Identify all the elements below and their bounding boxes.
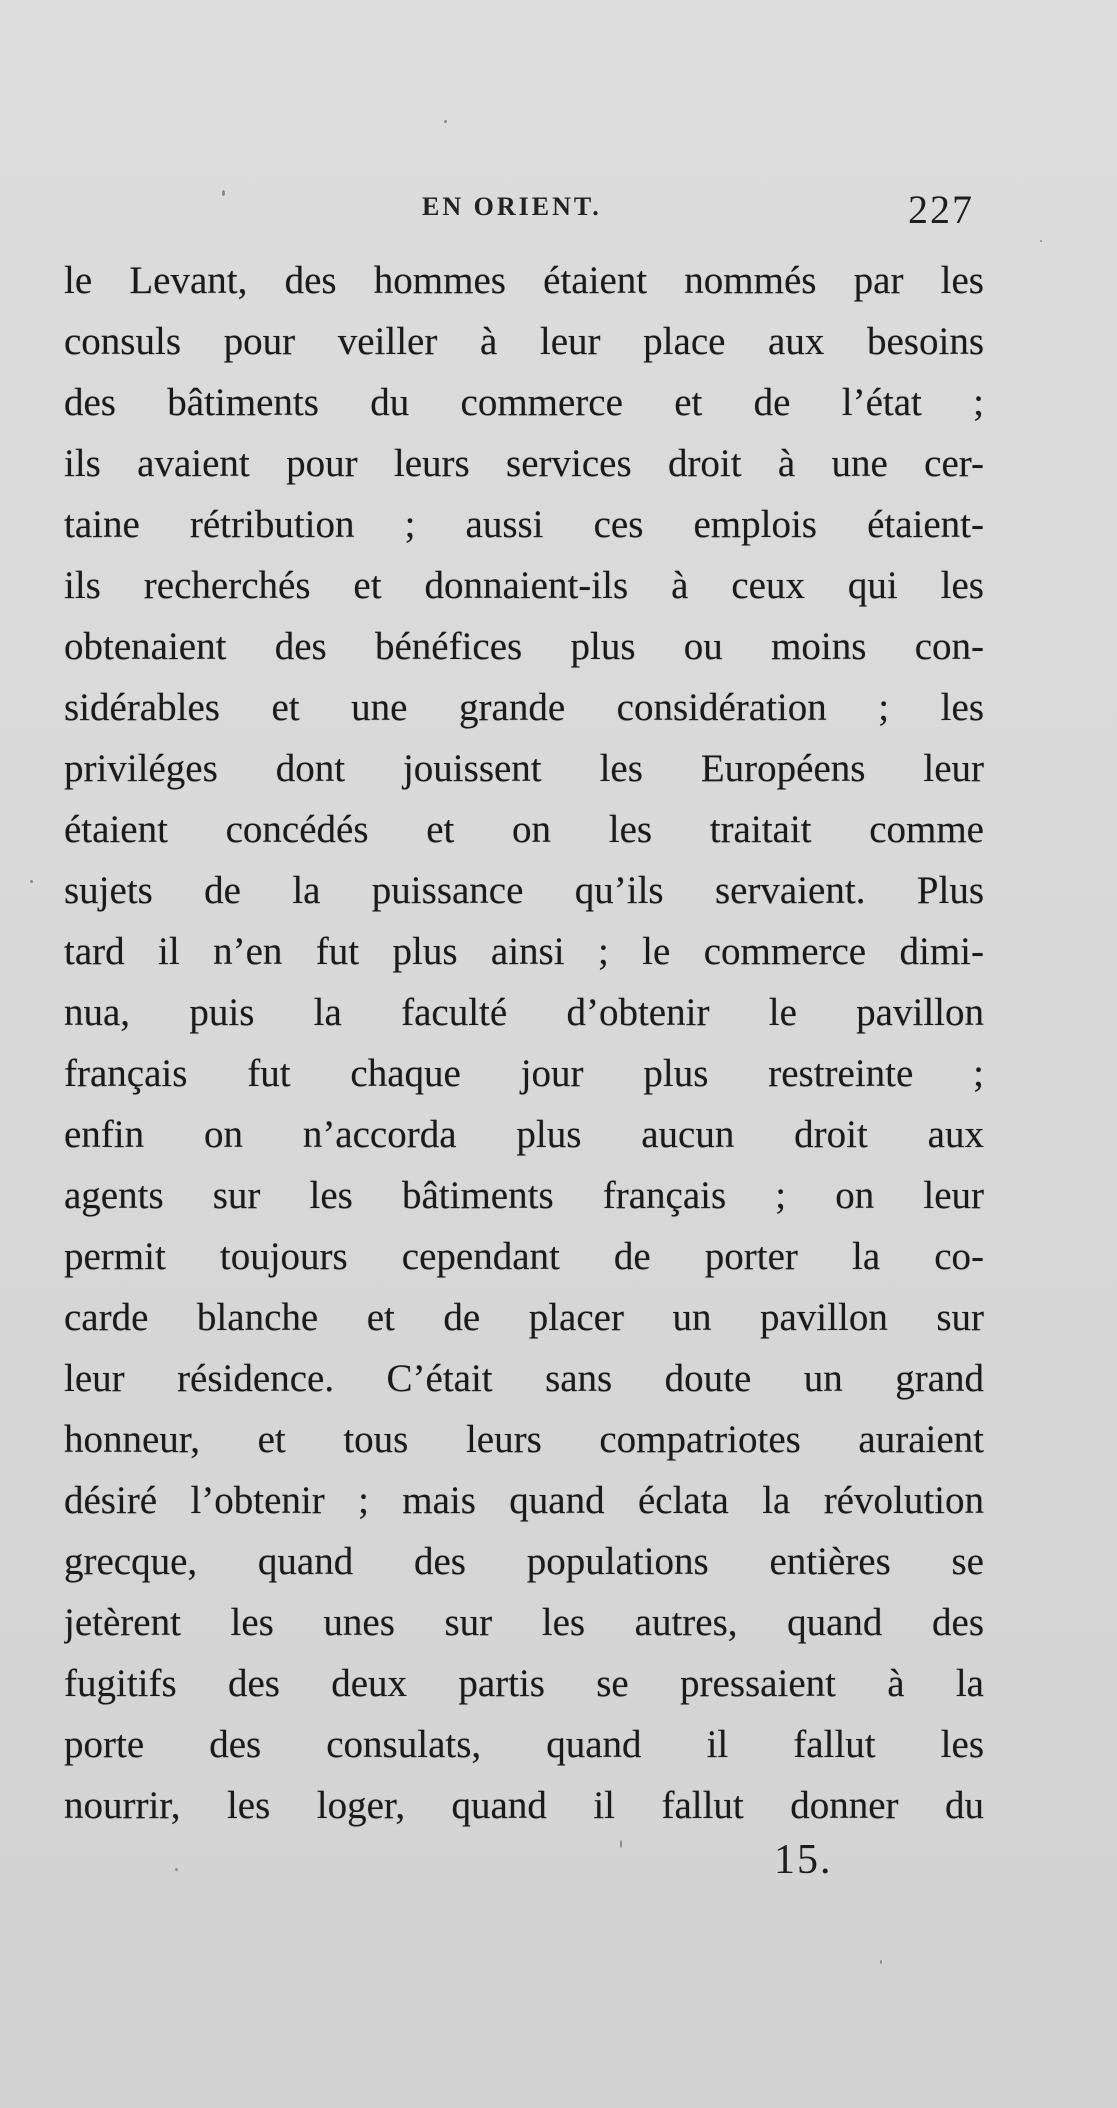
- text-line: sujets de la puissance qu’ils servaient. Plus: [64, 869, 984, 912]
- running-head: [0, 187, 1117, 232]
- text-line: permit toujours cependant de porter la co-: [64, 1235, 984, 1278]
- text-line: consuls pour veiller à leur place aux besoins: [64, 320, 984, 363]
- signature-mark: 15.: [774, 1837, 833, 1883]
- text-line: ils recherchés et donnaient-ils à ceux qui les: [64, 564, 984, 607]
- text-line: désiré l’obtenir ; mais quand éclata la révolution: [64, 1479, 984, 1522]
- text-line: honneur, et tous leurs compatriotes auraient: [64, 1418, 984, 1461]
- text-line: sidérables et une grande considération ; les: [64, 686, 984, 729]
- text-line: tard il n’en fut plus ainsi ; le commerce dimi-: [64, 930, 984, 973]
- paper-speck: [620, 1840, 622, 1848]
- text-line: carde blanche et de placer un pavillon sur: [64, 1296, 984, 1339]
- paper-speck: [444, 120, 447, 123]
- text-line: français fut chaque jour plus restreinte ;: [64, 1052, 984, 1095]
- text-line: des bâtiments du commerce et de l’état ;: [64, 381, 984, 424]
- running-title: EN ORIENT.: [422, 192, 602, 221]
- paper-speck: [1040, 240, 1042, 242]
- text-line: agents sur les bâtiments français ; on leur: [64, 1174, 984, 1217]
- paper-speck: [175, 1868, 178, 1871]
- text-line: leur résidence. C’était sans doute un grand: [64, 1357, 984, 1400]
- text-line: le Levant, des hommes étaient nommés par les: [64, 259, 984, 302]
- text-line: porte des consulats, quand il fallut les: [64, 1723, 984, 1766]
- text-line: étaient concédés et on les traitait comme: [64, 808, 984, 851]
- text-line: priviléges dont jouissent les Européens leur: [64, 747, 984, 790]
- paper-speck: [30, 880, 33, 883]
- paper-speck: [222, 190, 225, 196]
- text-line: enfin on n’accorda plus aucun droit aux: [64, 1113, 984, 1156]
- text-line: ils avaient pour leurs services droit à une cer-: [64, 442, 984, 485]
- page-number: 227: [908, 187, 974, 232]
- text-line: fugitifs des deux partis se pressaient à la: [64, 1662, 984, 1705]
- text-line: taine rétribution ; aussi ces emplois étaient-: [64, 503, 984, 546]
- text-line: grecque, quand des populations entières se: [64, 1540, 984, 1583]
- paper-speck: [880, 1960, 882, 1964]
- text-line: nua, puis la faculté d’obtenir le pavillon: [64, 991, 984, 1034]
- text-line: jetèrent les unes sur les autres, quand des: [64, 1601, 984, 1644]
- body-text: [64, 250, 984, 1836]
- text-line: nourrir, les loger, quand il fallut donner du: [64, 1784, 984, 1827]
- text-line: obtenaient des bénéfices plus ou moins con-: [64, 625, 984, 668]
